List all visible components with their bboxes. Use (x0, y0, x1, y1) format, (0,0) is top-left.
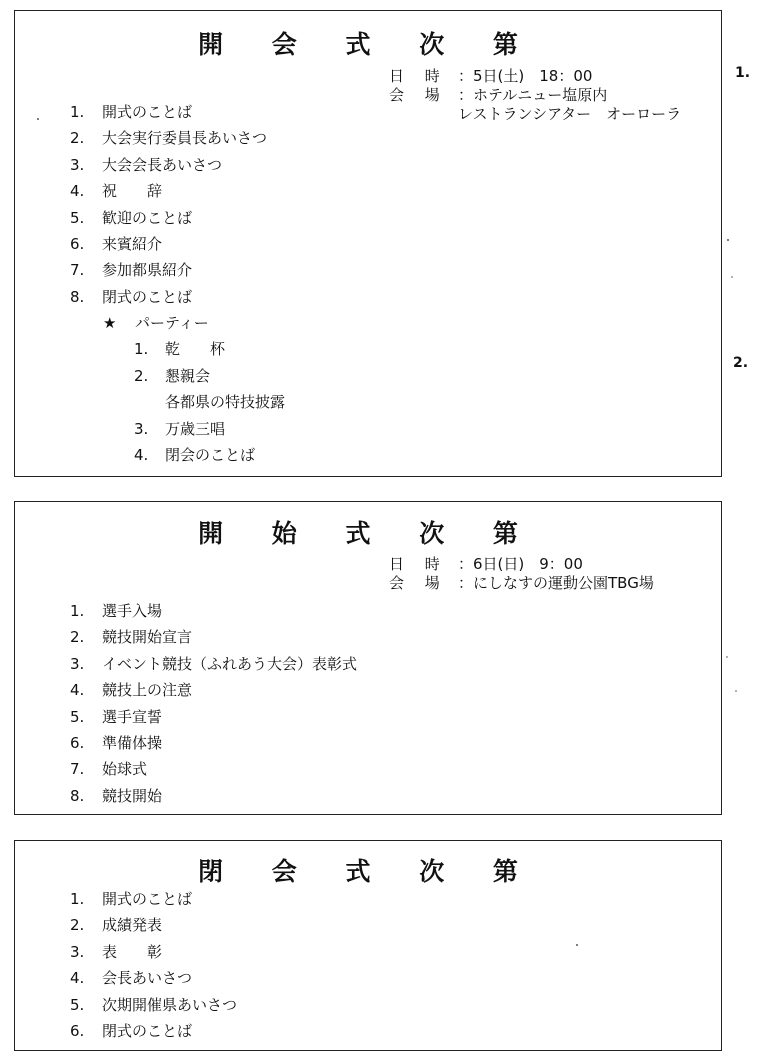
closing-title: 閉 会 式 次 第 (198, 857, 538, 886)
scan-speck (735, 690, 737, 692)
date-key: 日 時 (389, 555, 448, 573)
list-item: 7. 始球式 (70, 760, 148, 779)
party-item: 4. 閉会のことば (134, 445, 256, 464)
opening-title: 開 会 式 次 第 (198, 30, 538, 59)
list-item: 3. 大会会長あいさつ (70, 155, 223, 174)
list-item: 6. 来賓紹介 (70, 234, 163, 253)
date-value: ：6日(日) 9：00 (458, 555, 583, 573)
list-item: 2. 成績発表 (70, 916, 163, 935)
list-item: 1. 開式のことば (70, 103, 193, 121)
list-item: 4. 会長あいさつ (70, 969, 193, 988)
margin-number-1: 1. (735, 65, 751, 81)
list-item: 2. 大会実行委員長あいさつ (70, 129, 268, 148)
venue-value: ：にしなすの運動公園TBG場 (458, 574, 654, 592)
list-item: 4. 祝 辞 (70, 182, 163, 201)
closing-items (70, 886, 237, 1044)
date-key: 日 時 (389, 67, 448, 85)
scan-speck (576, 944, 578, 946)
venue-value-cont: レストランシアター オーローラ (458, 105, 682, 123)
party-item: 2. 懇親会 (134, 366, 211, 385)
venue-value: ：ホテルニュー塩原内 (458, 86, 608, 104)
venue-key: 会 場 (389, 574, 448, 592)
start-items (70, 598, 357, 809)
scan-speck (731, 276, 733, 278)
start-ceremony-program (14, 501, 722, 815)
venue-key: 会 場 (389, 86, 448, 104)
star-icon: ★ (103, 314, 117, 332)
list-item: 7. 参加都県紹介 (70, 261, 193, 280)
list-item: 2. 競技開始宣言 (70, 628, 193, 647)
scan-speck (37, 118, 39, 120)
party-item: 1. 乾 杯 (134, 340, 226, 359)
party-item-note: 各都県の特技披露 (165, 393, 286, 412)
opening-items (70, 99, 267, 310)
list-item: 5. 選手宣誓 (70, 707, 163, 726)
list-item: 5. 歓迎のことば (70, 208, 193, 227)
party-section (103, 310, 285, 468)
opening-ceremony-program (14, 10, 722, 477)
list-item: 6. 閉式のことば (70, 1021, 193, 1040)
list-item: 1. 開式のことば (70, 890, 193, 908)
list-item: 5. 次期開催県あいさつ (70, 995, 238, 1014)
list-item: 8. 閉式のことば (70, 287, 193, 306)
party-item: 3. 万歳三唱 (134, 419, 226, 438)
party-heading: ★ パーティー (103, 310, 285, 336)
list-item: 1. 選手入場 (70, 602, 163, 620)
date-value: ：5日(土) 18：00 (458, 67, 593, 85)
margin-number-2: 2. (733, 355, 749, 371)
list-item: 8. 競技開始 (70, 786, 163, 805)
opening-meta (389, 67, 681, 124)
list-item: 3. イベント競技（ふれあう大会）表彰式 (70, 654, 358, 673)
list-item: 6. 準備体操 (70, 733, 163, 752)
start-meta (389, 555, 654, 593)
list-item: 3. 表 彰 (70, 942, 163, 961)
list-item: 4. 競技上の注意 (70, 681, 193, 700)
start-title: 開 始 式 次 第 (198, 519, 538, 548)
closing-ceremony-program (14, 840, 722, 1051)
scan-speck (726, 656, 728, 658)
scan-speck (727, 239, 729, 241)
